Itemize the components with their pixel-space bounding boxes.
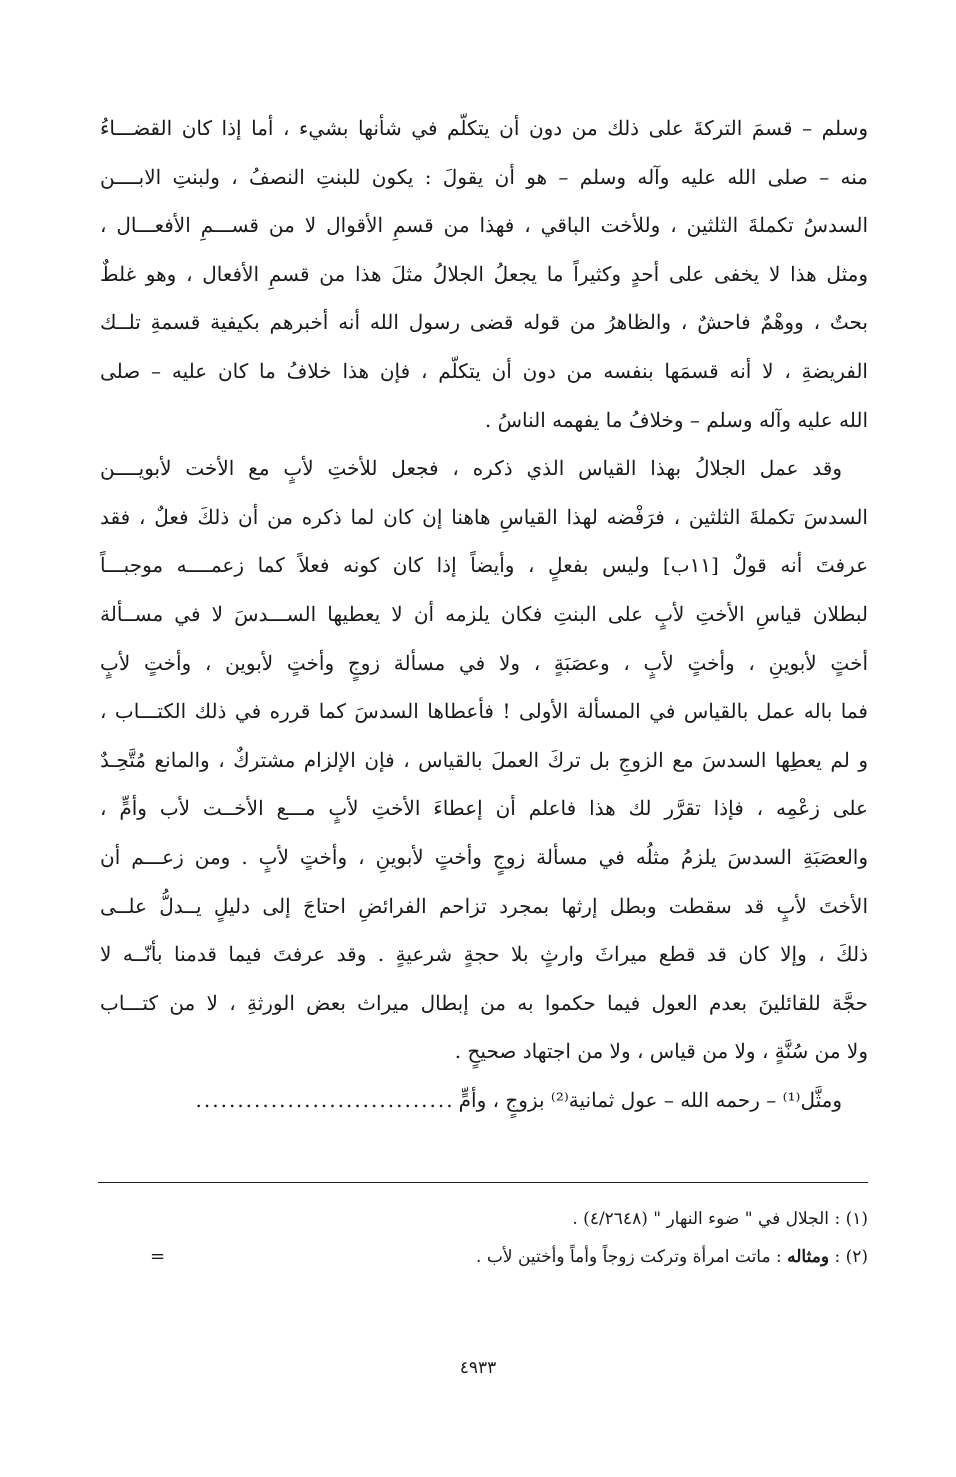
main-text-block [100, 104, 868, 1124]
footnote-marker: (٢) : [834, 1247, 868, 1267]
text-line: السدسَ تكملةَ الثلثين ، فرَفْضه لهذا القياسِ هاهنا إن كان لما ذكره من أن ذلكَ فعلٌ ، فقد [100, 504, 868, 529]
footnote-1 [108, 1200, 868, 1238]
text-line: ومثل هذا لا يخفى على أحدٍ وكثيراً ما يجعلُ الجلالُ مثلَ هذا من قسمِ الأفعال ، وهو غلطٌ [100, 261, 868, 286]
text-line: على زعْمِه ، فإذا تقرَّر لك هذا فاعلم أن إعطاءَ الأختِ لأبٍ مـــع الأخــت لأب وأمٍّ ، [100, 796, 868, 821]
text-line-content: ومثَّل⁽¹⁾ – رحمه الله – عول ثمانية⁽²⁾ بزوجٍ ، وأمٍّ [458, 1087, 842, 1112]
text-line: لبطلان قياسِ الأختِ لأبٍ على البنتِ فكان يلزمه أن لا يعطيها الســـدسَ لا في مســألة [100, 601, 868, 626]
text-line: ذلكَ ، وإلا كان قد قطع ميراثَ وارثٍ بلا حجةٍ شرعيةٍ . وقد عرفتَ فيما قدمنا بأنّــه لا [100, 942, 868, 967]
paragraph-start-line: وقد عمل الجلالُ بهذا القياس الذي ذكره ، فجعل للأختِ لأبٍ مع الأخت لأبويــــن [100, 456, 842, 481]
text-line: ولا من سُنَّةٍ ، ولا من قياس ، ولا من اجتهاد صحيحٍ . [454, 1039, 868, 1064]
text-line: حجَّة للقائلينَ بعدم العول فيما حكموا به من إبطال ميراث بعض الورثةِ ، لا من كتـــاب [100, 990, 868, 1015]
text-line: و لم يعطِها السدسَ مع الزوجِ بل تركَ العملَ بالقياس ، فإن الإلزام مشتركٌ ، والمانع مُتَّحِـدٌ [100, 747, 868, 772]
text-line: عرفتَ أنه قولٌ [١١ب] وليس بفعلٍ ، وأيضاً إذا كان كونه فعلاً كما زعمــــه موجبـــاً [100, 553, 868, 578]
footnotes [108, 1200, 868, 1276]
continuation-dots: ............................... [195, 1087, 455, 1112]
footnote-keyword: ومثاله [787, 1247, 830, 1267]
text-line: وسلم – قسمَ التركةَ على ذلك من دون أن يتكلّم في شأنها بشيء ، أما إذا كان القضـــاءُ [100, 116, 868, 140]
page-number: ٤٩٣٣ [459, 1358, 497, 1378]
footnote-2 [108, 1238, 868, 1276]
text-line: أختٍ لأبوينِ ، وأختٍ لأبٍ ، وعصَبَةٍ ، ولا في مسألة زوجٍ وأختٍ لأبوين ، وأختٍ لأبٍ [100, 650, 868, 675]
text-line: بحتٌ ، ووهْمٌ فاحشٌ ، والظاهرُ من قوله قضى رسول الله أنه أخبرهم بكيفية قسمةِ تلــك [100, 310, 868, 335]
footnote-separator [98, 1182, 868, 1183]
text-line-continued [100, 1076, 868, 1125]
text-line: الأختَ لأبٍ قد سقطت وبطل إرثها بمجرد تزاحم الفرائضِ احتاجَ إلى دليلٍ يــدلُّ علــى [100, 893, 868, 918]
footnote-text: : ماتت امرأة وتركت زوجاً وأماً وأختين لأب . [476, 1247, 782, 1267]
footnote-text: الجلال في " ضوء النهار " (٤/٢٦٤٨) . [572, 1209, 830, 1229]
text-line: والعصَبَةِ السدسَ يلزمُ مثلُه في مسألة زوجٍ وأختٍ لأبوينِ ، وأختٍ لأبٍ . ومن زعـــم أن [100, 844, 868, 869]
text-line: منه – صلى الله عليه وآله وسلم – هو أن يقولَ : يكون للبنتِ النصفُ ، ولبنتِ الابــــن [100, 164, 868, 189]
text-line: السدسُ تكملةَ الثلثين ، وللأخت الباقي ، فهذا من قسمِ الأقوال لا من قســـمِ الأفعـــال ، [100, 213, 868, 238]
footnote-marker: (١) : [834, 1209, 868, 1229]
text-line: الله عليه وآله وسلم – وخلافُ ما يفهمه الناسُ . [484, 407, 868, 432]
continuation-mark: = [150, 1246, 166, 1267]
text-line: فما باله عمل بالقياس في المسألة الأولى ! فأعطاها السدسَ كما قرره في ذلك الكتـــاب ، [100, 699, 868, 724]
text-line: الفريضةِ ، لا أنه قسمَها بنفسه من دون أن يتكلّم ، فإن هذا خلافُ ما كان عليه – صلى [100, 358, 868, 383]
